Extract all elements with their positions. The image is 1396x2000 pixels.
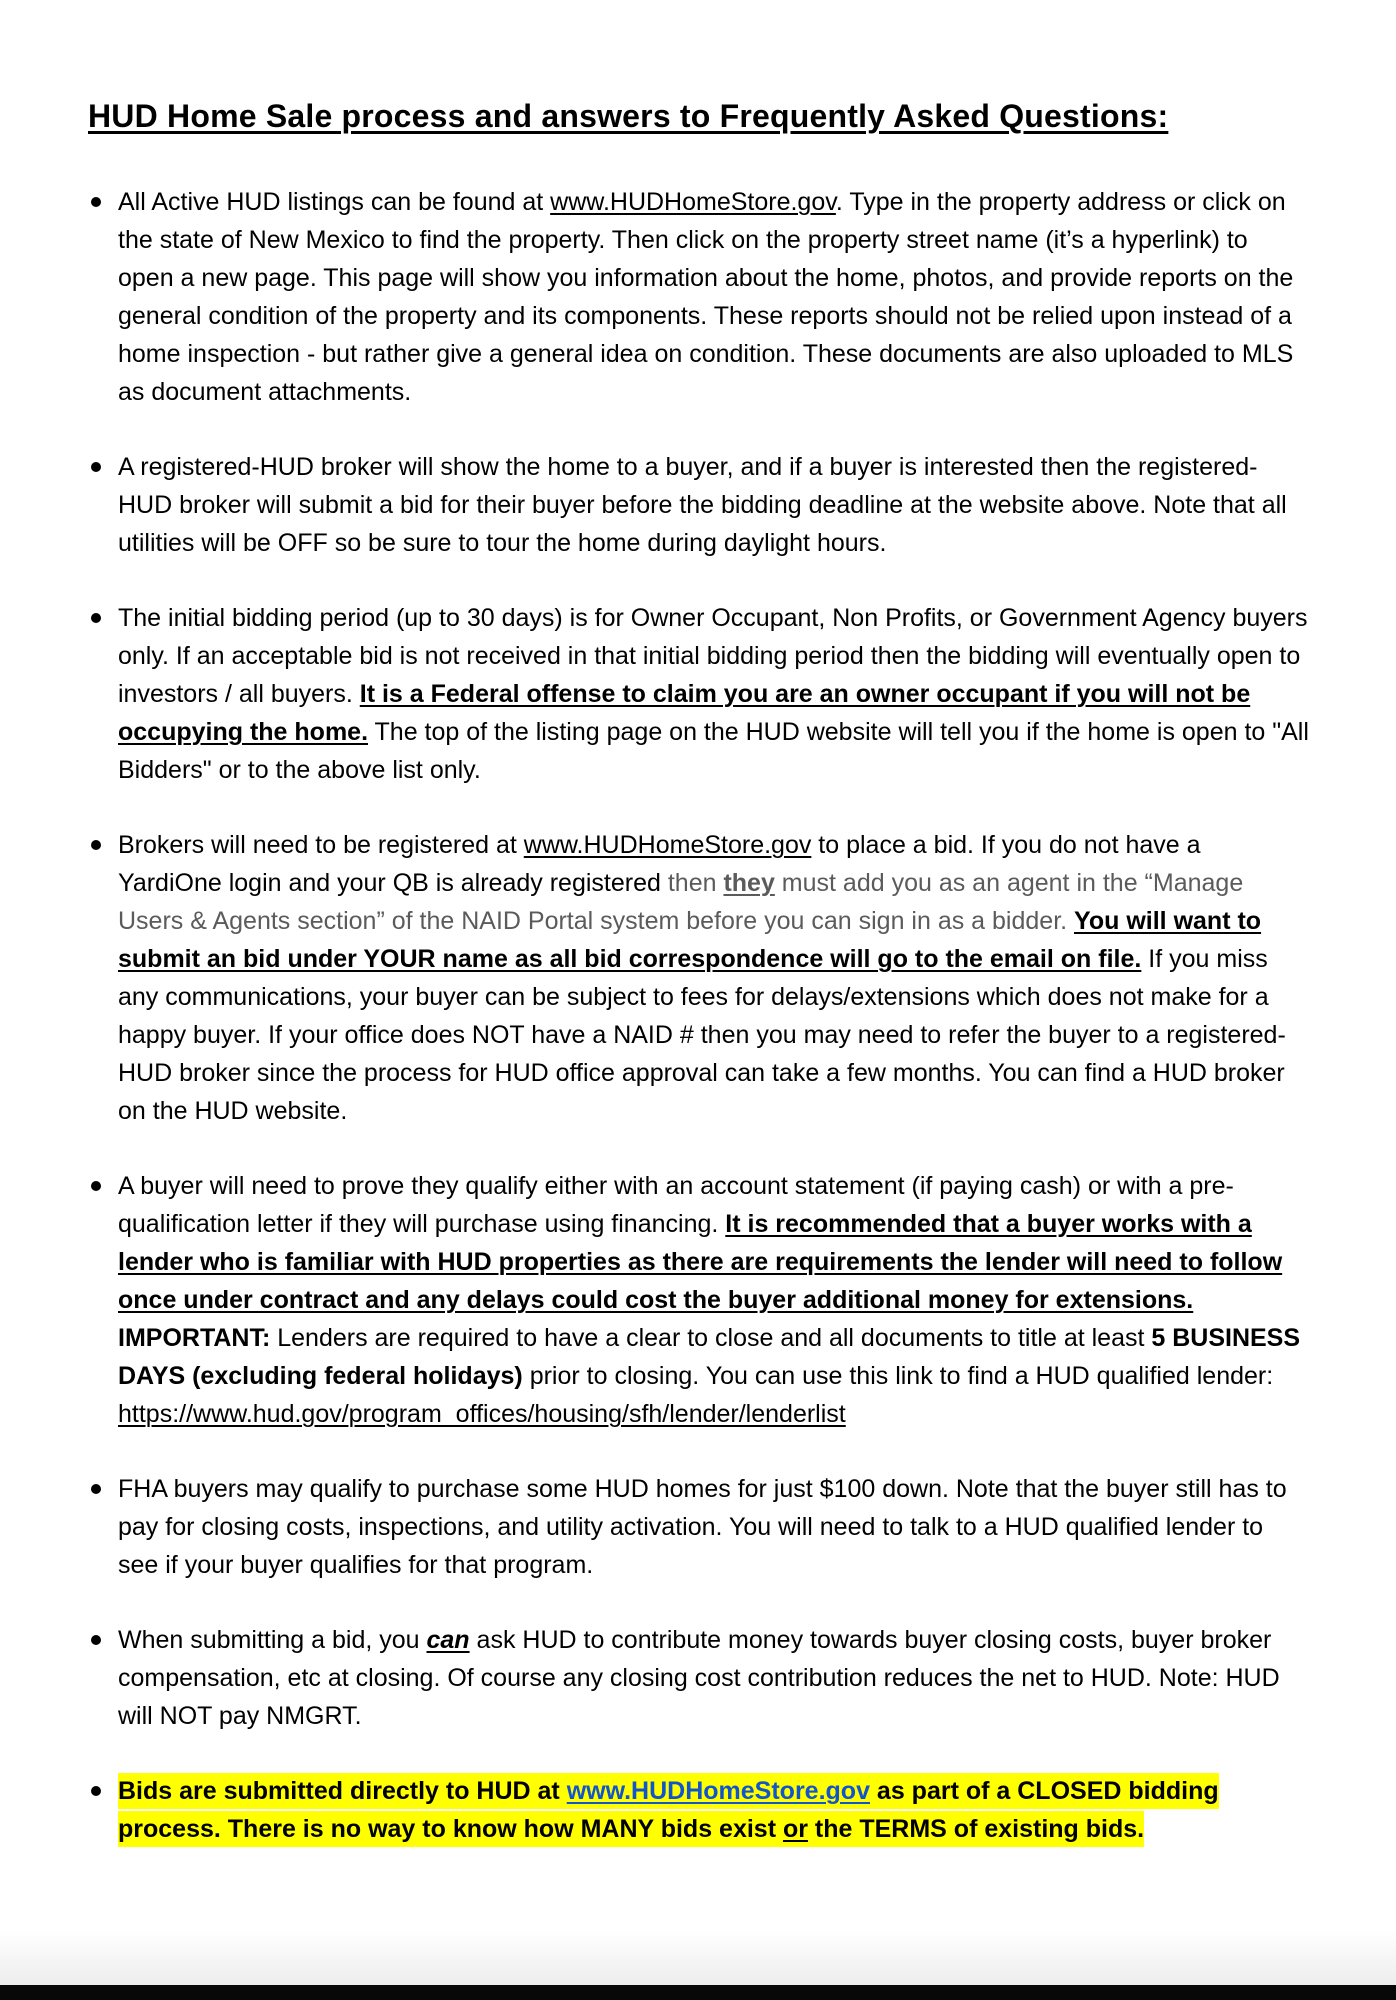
text-segment: You will want to submit an bid under YOUR name as all bid correspondence will go to the email on file.: [118, 907, 1262, 973]
bullet-text: [118, 1172, 1300, 1428]
text-segment: then: [667, 869, 724, 897]
bullet-dot-icon: [91, 840, 101, 850]
hyperlink-text[interactable]: www.HUDHomeStore.gov: [550, 188, 836, 216]
bullet-dot-icon: [91, 1181, 101, 1191]
highlighted-bullet-text: [118, 1773, 1219, 1847]
text-segment: IMPORTANT:: [118, 1324, 271, 1352]
bullet-text: [118, 188, 1293, 406]
hyperlink-text[interactable]: https://www.hud.gov/program_offices/housing/sfh/lender/lenderlist: [118, 1400, 846, 1428]
text-segment: It is recommended that a buyer works with a lender who is familiar with HUD properties as there are requirements the lender will need to follow once under contract and any delays could cost the buyer additional money for extensions.: [118, 1210, 1283, 1314]
bullet-dot-icon: [91, 462, 101, 472]
bullet-item: [88, 599, 1310, 789]
text-segment: Bids are submitted directly to HUD at: [118, 1773, 567, 1809]
bullet-item: [88, 1470, 1310, 1584]
text-segment: The initial bidding period (up to 30 days) is for Owner Occupant, Non Profits, or Government Agency buyers only. If an acceptable bid is not received in that initial bidding period then the bidding will eventually open to investors / all buyers.: [118, 604, 1308, 708]
text-segment: or: [783, 1811, 808, 1847]
text-segment: must add you as an agent in the “Manage Users & Agents section” of the NAID Portal system before you can sign in as a bidder.: [118, 869, 1244, 935]
text-segment: Lenders are required to have a clear to close and all documents to title at least: [270, 1324, 1152, 1352]
hyperlink-text[interactable]: www.HUDHomeStore.gov: [567, 1773, 870, 1809]
bullet-item: [88, 826, 1310, 1130]
bullet-list: [88, 183, 1310, 1848]
bullet-text: [118, 604, 1309, 784]
text-segment: When submitting a bid, you: [118, 1626, 427, 1654]
text-segment: ask HUD to contribute money towards buyer closing costs, buyer broker compensation, etc at closing. Of course any closing cost contribution reduces the net to HUD. Note: HUD will NOT pay NMGRT.: [118, 1626, 1280, 1730]
text-segment: All Active HUD listings can be found at: [118, 188, 551, 216]
bullet-dot-icon: [91, 1786, 101, 1796]
bullet-dot-icon: [91, 1484, 101, 1494]
bullet-item: [88, 183, 1310, 411]
bullet-text: [118, 453, 1287, 557]
text-segment: A registered-HUD broker will show the home to a buyer, and if a buyer is interested then the registered-HUD broker will submit a bid for their buyer before the bidding deadline at the website above. Note that all utilities will be OFF so be sure to tour the home during daylight hours.: [118, 453, 1287, 557]
bullet-text: [118, 1626, 1280, 1730]
text-segment: they: [723, 869, 775, 897]
text-segment: the TERMS of existing bids.: [808, 1811, 1144, 1847]
bullet-dot-icon: [91, 613, 101, 623]
bullet-item: [88, 1772, 1310, 1848]
text-segment: as part of a CLOSED bidding process. There is no way to know how MANY bids exist: [118, 1773, 1219, 1847]
bullet-item: [88, 448, 1310, 562]
bullet-text: [118, 831, 1286, 1125]
text-segment: Brokers will need to be registered at: [118, 831, 524, 859]
text-segment: can: [426, 1626, 470, 1654]
page-bottom-black-bar: [0, 1985, 1396, 2000]
text-segment: to place a bid. If you do not have a YardiOne login and your QB is already registered: [118, 831, 1201, 897]
text-segment: FHA buyers may qualify to purchase some HUD homes for just $100 down. Note that the buyer still has to pay for closing costs, inspections, and utility activation. You will need to talk to a HUD qualified lender to see if your buyer qualifies for that program.: [118, 1475, 1287, 1579]
text-segment: If you miss any communications, your buyer can be subject to fees for delays/extensions which does not make for a happy buyer. If your office does NOT have a NAID # then you may need to refer the buyer to a registered-HUD broker since the process for HUD office approval can take a few months. You can find a HUD broker on the HUD website.: [118, 945, 1286, 1125]
bullet-dot-icon: [91, 197, 101, 207]
text-segment: prior to closing. You can use this link to find a HUD qualified lender:: [522, 1362, 1274, 1390]
text-segment: The top of the listing page on the HUD website will tell you if the home is open to "All Bidders" or to the above list only.: [118, 718, 1309, 784]
bullet-text: [118, 1475, 1287, 1579]
bullet-item: [88, 1167, 1310, 1433]
bullet-item: [88, 1621, 1310, 1735]
page-title: HUD Home Sale process and answers to Frequently Asked Questions:: [88, 98, 1169, 134]
text-segment: . Type in the property address or click on the state of New Mexico to find the property. Then click on the property street name (it’s a hyperlink) to open a new page. This page will show you information about the home, photos, and provide reports on the general condition of the property and its components. These reports should not be relied upon instead of a home inspection - but rather give a general idea on condition. These documents are also uploaded to MLS as document attachments.: [118, 188, 1294, 406]
text-segment: 5 BUSINESS DAYS (excluding federal holidays): [118, 1324, 1301, 1390]
bullet-dot-icon: [91, 1635, 101, 1645]
hyperlink-text[interactable]: www.HUDHomeStore.gov: [523, 831, 812, 859]
text-segment: A buyer will need to prove they qualify either with an account statement (if paying cash) or with a pre-qualification letter if they will purchase using financing.: [118, 1172, 1234, 1238]
text-segment: It is a Federal offense to claim you are an owner occupant if you will not be occupying the home.: [118, 680, 1251, 746]
page-bottom-shadow: [0, 1930, 1396, 1985]
